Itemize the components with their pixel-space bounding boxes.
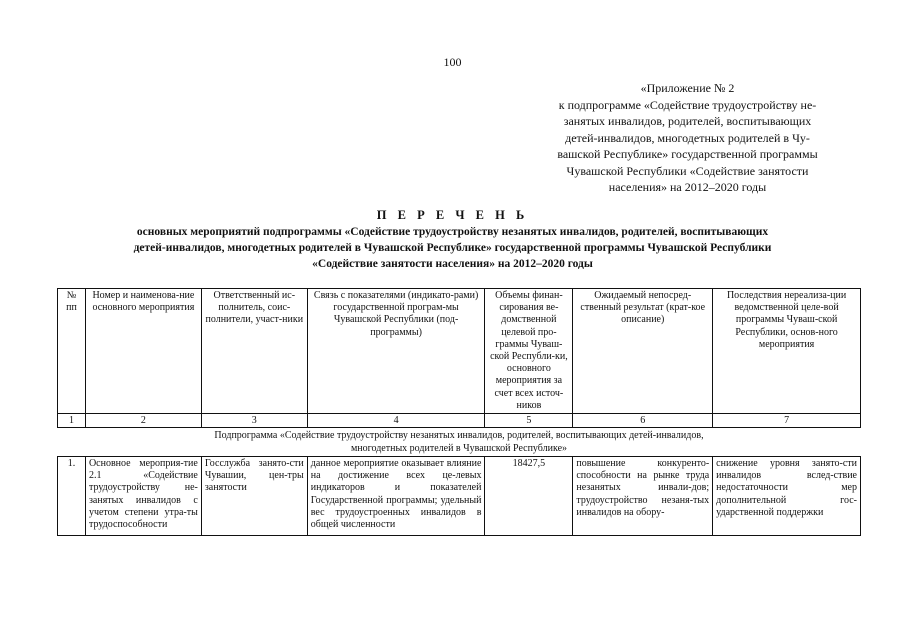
section-heading-line: Подпрограмма «Содействие трудоустройству незанятых инвалидов, родителей, воспитывающих детей-инвалидов, <box>214 430 704 442</box>
appendix-line: населения» на 2012–2020 годы <box>608 180 767 194</box>
section-heading-line: многодетных родителей в Чувашской Республике» <box>350 443 568 455</box>
row-executor: Госслужба занято-сти Чувашии, цен-тры занятости <box>201 457 307 536</box>
column-number: 5 <box>485 414 573 428</box>
row-indicators-link: данное мероприятие оказывает влияние на достижение всех це-левых индикаторов и показателей Государственной программы; удельный вес трудоустроенных инвалидов в общей численности <box>307 457 485 536</box>
table-row <box>58 457 861 536</box>
column-number: 7 <box>713 414 861 428</box>
column-number: 3 <box>201 414 307 428</box>
section-heading-row <box>58 428 861 457</box>
appendix-line: вашской Республике» государственной программы <box>557 147 818 161</box>
page-number: 100 <box>443 55 462 69</box>
appendix-line: «Приложение № 2 <box>640 81 735 95</box>
row-funding: 18427,5 <box>485 457 573 536</box>
appendix-line: детей-инвалидов, многодетных родителей в Чу- <box>565 130 810 145</box>
row-number: 1. <box>58 457 86 536</box>
column-numbers-row <box>58 414 861 428</box>
subtitle-line: «Содействие занятости населения» на 2012–2020 годы <box>312 258 593 270</box>
subtitle-line: детей-инвалидов, многодетных родителей в Чувашской Республике» государственной программы Чувашской Республики <box>133 242 772 254</box>
appendix-line: Чувашской Республики «Содействие занятости <box>566 163 809 178</box>
appendix-note <box>520 80 855 196</box>
subtitle-line: основных мероприятий подпрограммы «Содействие трудоустройству незанятых инвалидов, родителей, воспитывающих <box>136 226 769 238</box>
column-number: 6 <box>573 414 713 428</box>
section-heading <box>58 428 861 457</box>
header-measure-name: Номер и наименова-ние основного мероприятия <box>85 289 201 414</box>
appendix-line: к подпрограмме «Содействие трудоустройству не- <box>558 97 817 112</box>
header-number: № пп <box>58 289 86 414</box>
header-indicators-link: Связь с показателями (индикато-рами) государственной програм-мы Чувашской Республики (под-программы) <box>307 289 485 414</box>
column-number: 2 <box>85 414 201 428</box>
header-funding: Объемы финан-сирования ве-домственной целевой про-граммы Чуваш-ской Республи-ки, основного мероприятия за счет всех источ-ников <box>485 289 573 414</box>
row-measure-name: Основное мероприя-тие 2.1 «Содействие трудоустройству не-занятых инвалидов с учетом степени утра-ты трудоспособности <box>85 457 201 536</box>
row-consequences: снижение уровня занято-сти инвалидов вслед-ствие недостаточности мер дополнительной гос-ударственной поддержки <box>713 457 861 536</box>
measures-table <box>57 288 861 536</box>
header-expected-result: Ожидаемый непосред-ственный результат (крат-кое описание) <box>573 289 713 414</box>
document-subtitle <box>40 224 865 272</box>
appendix-line: занятых инвалидов, родителей, воспитывающих <box>563 114 812 128</box>
column-number: 1 <box>58 414 86 428</box>
column-number: 4 <box>307 414 485 428</box>
table-header-row <box>58 289 861 414</box>
document-title: П Е Р Е Ч Е Н Ь <box>376 208 529 222</box>
header-consequences: Последствия нереализа-ции ведомственной целе-вой программы Чуваш-ской Республики, основ-ного мероприятия <box>713 289 861 414</box>
row-expected-result: повышение конкуренто-способности на рынке труда незанятых инвали-дов; трудоустройство незаня-тых инвалидов на обору- <box>573 457 713 536</box>
header-executor: Ответственный ис-полнитель, соис-полнители, участ-ники <box>201 289 307 414</box>
